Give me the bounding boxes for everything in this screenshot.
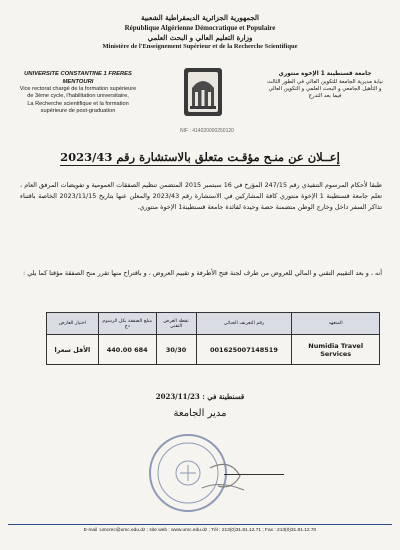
cell-bidder: Numidia Travel Services — [292, 335, 380, 365]
signatory-title: مدير الجامعة — [173, 408, 227, 419]
left-university-name: UNIVERSITE CONSTANTINE 1 FRERES MENTOURI — [24, 71, 132, 85]
announcement-title — [0, 150, 400, 164]
header-fr-republic: République Algérienne Démocratique et Populaire — [124, 24, 276, 32]
official-stamp-icon — [140, 428, 250, 518]
cell-amount: 684 440.00 — [98, 335, 156, 365]
left-institution-block — [8, 71, 148, 115]
issue-date: قسنطينة في : 2023/11/23 — [155, 392, 245, 401]
university-logo — [176, 62, 230, 124]
right-university-name: جامعة قسنطينة 1 الإخوة منتوري — [278, 71, 372, 77]
left-line-4: supérieure de post-graduation — [40, 107, 116, 114]
left-line-2: de 3ème cycle, l'habilitation universitaire, — [27, 93, 129, 100]
footer-divider — [8, 524, 392, 525]
signature-mark — [224, 474, 284, 482]
header-ar-republic: الجمهورية الجزائرية الديمقراطية الشعبية — [140, 13, 259, 22]
cell-selection: الأقل سعرا — [47, 335, 99, 365]
left-line-3: La Recherche scientifique et la formation — [27, 100, 129, 107]
table-row — [47, 335, 380, 365]
award-table — [46, 312, 380, 365]
header-ar-ministry: وزارة التعليم العالي و البحث العلمي — [147, 33, 253, 42]
col-header-bidder: المتعهد — [292, 313, 380, 335]
nif-number: NIF : 414020000250120 — [180, 128, 234, 134]
paragraph-legal-basis: طبقا لأحكام المرسوم التنفيذي رقم 247/15 المؤرخ في 16 سبتمبر 2015 المتضمن تنظيم الصفقات العمومية و تفويضات المرفق العام ، تعلم جامعة قسنطينة 1 الإخوة منتوري كافة المشاركين في الاستشارة رقم 2023/43 والمعلن عنها بتاريخ 2023/11/15 الخاصة باقتناء تذاكر السفر داخل وخارج الوطن متضمنة حصة وحيدة لفائدة جامعة قسنطينة1 الإخوة منتوري. — [20, 181, 382, 212]
announcement-title-text: إعــلان عن منـح مؤقـت متعلق بالاستشارة رقم 2023/43 — [60, 150, 340, 164]
col-header-amount: مبلغ الصفقة بكل الرسوم دج — [98, 313, 156, 335]
table-header-row — [47, 313, 380, 335]
header-fr-ministry: Ministère de l'Enseignement Supérieur et de la Recherche Scientifique — [102, 43, 298, 50]
paragraph-award-intro: أنه ، و بعد التقييم التقني و المالي للعروض من طرف لجنة فتح الأظرفة و تقييم العروض ، و باقتراح منها تقرر منح الصفقة مؤقتا كما يلي : — [23, 269, 382, 277]
left-line-1: Vice rectorat chargé de la formation supérieure — [19, 86, 137, 93]
right-line-3: فيما بعد التدرج — [308, 93, 342, 100]
cell-tax-id: 001625007148519 — [196, 335, 292, 365]
right-line-1: نيابة مديرية الجامعة للتكوين العالي في الطور الثالث — [267, 78, 383, 85]
right-line-2: و التأهيل الجامعي و البحث العلمي و التكوين العالي — [268, 86, 382, 93]
right-institution-block — [260, 71, 390, 101]
col-header-selection: اختيار العارض — [47, 313, 99, 335]
cell-tech-score: 30/30 — [156, 335, 196, 365]
footer-contact: E-mail :umcrec@umc.edu.dz ; site web : www.umc.edu.dz ; Tél : 213(0)31.81.12.71 ; Fax : 213(0)31.81.12.70 — [83, 528, 317, 533]
col-header-tech-score: نقطة العرض التقني — [156, 313, 196, 335]
col-header-tax-id: رقم التعريف الجبائي — [196, 313, 292, 335]
